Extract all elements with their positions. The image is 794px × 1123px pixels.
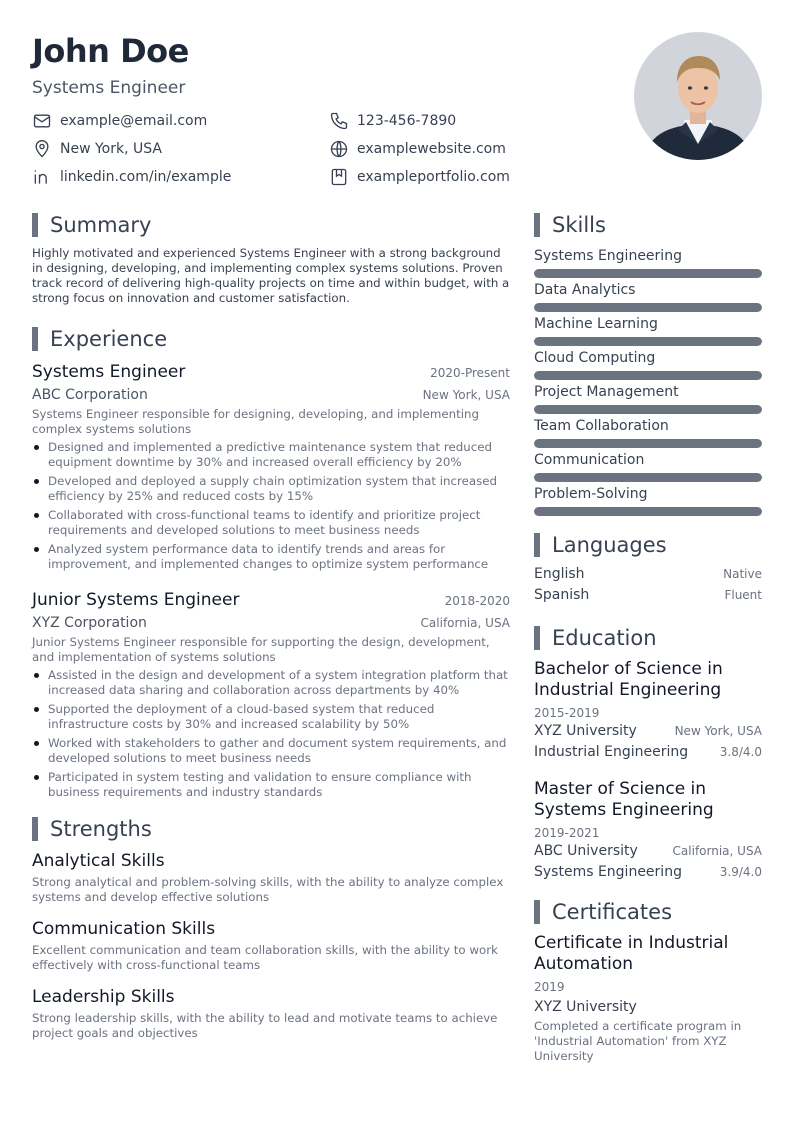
skill-level-bar <box>534 337 762 346</box>
linkedin-text: linkedin.com/in/example <box>60 169 232 185</box>
skill-level-bar <box>534 269 762 278</box>
strength-title: Communication Skills <box>32 919 216 939</box>
skill-name: Problem-Solving <box>534 486 648 502</box>
section-accent-bar <box>32 817 38 841</box>
job-title: Junior Systems Engineer <box>32 590 240 610</box>
contact-phone[interactable] <box>329 110 589 132</box>
certificates-heading <box>534 899 762 925</box>
left-column <box>32 212 510 1054</box>
strength-text: Excellent communication and team collaboration skills, with the ability to work effectively with cross-functional teams <box>32 943 498 972</box>
education-field: Industrial Engineering <box>534 744 689 760</box>
profile-photo <box>634 32 762 160</box>
summary-text: Highly motivated and experienced Systems Engineer with a strong background in designing, developing, and implementing complex systems solutions. Proven track record of delivering high-quality projects on time and within budget, with a strong focus on innovation and customer satisfaction. <box>32 246 510 305</box>
language-name: English <box>534 566 585 582</box>
phone-icon <box>329 111 349 131</box>
contact-list <box>32 110 592 188</box>
skill-level-fill <box>534 337 762 346</box>
languages-heading <box>534 532 762 558</box>
languages-heading-text: Languages <box>552 533 667 557</box>
language-name: Spanish <box>534 587 590 603</box>
education-item <box>534 779 762 885</box>
education-field: Systems Engineering <box>534 864 682 880</box>
website-text: examplewebsite.com <box>357 141 506 157</box>
skill-level-bar <box>534 303 762 312</box>
education-school: XYZ University <box>534 723 637 739</box>
phone-text: 123-456-7890 <box>357 113 457 129</box>
job-bullet: Collaborated with cross-functional teams to identify and prioritize project requirements and developed solutions to meet business needs <box>32 508 510 538</box>
skill-level-fill <box>534 303 762 312</box>
email-text: example@email.com <box>60 113 208 129</box>
job-description: Junior Systems Engineer responsible for supporting the design, development, and implementation of systems solutions <box>32 635 490 664</box>
skill-level-bar <box>534 405 762 414</box>
job-title: Systems Engineer <box>32 362 186 382</box>
contact-email[interactable] <box>32 110 329 132</box>
education-heading <box>534 625 762 651</box>
strength-item <box>32 918 510 973</box>
skills-list <box>534 246 762 516</box>
skill-level-bar <box>534 507 762 516</box>
education-location: California, USA <box>672 844 762 858</box>
skills-heading <box>534 212 762 238</box>
contact-location <box>32 138 329 160</box>
job-entry <box>32 360 510 572</box>
strength-title: Analytical Skills <box>32 851 165 871</box>
education-location: New York, USA <box>674 724 762 738</box>
skill-item <box>534 280 762 312</box>
certificate-issuer: XYZ University <box>534 999 637 1015</box>
skill-name: Project Management <box>534 384 679 400</box>
candidate-title: Systems Engineer <box>32 78 186 98</box>
skill-item <box>534 416 762 448</box>
skill-level-fill <box>534 473 762 482</box>
section-accent-bar <box>534 626 540 650</box>
globe-icon <box>329 139 349 159</box>
skill-level-fill <box>534 507 762 516</box>
strength-item <box>32 986 510 1041</box>
job-bullet: Designed and implemented a predictive maintenance system that reduced equipment downtime by 30% and increased overall efficiency by 20% <box>32 440 510 470</box>
contact-linkedin[interactable] <box>32 166 329 188</box>
education-item <box>534 659 762 765</box>
job-description: Systems Engineer responsible for designing, developing, and implementing complex systems solutions <box>32 407 479 436</box>
certificate-item <box>534 933 762 1064</box>
skill-item <box>534 484 762 516</box>
job-location: California, USA <box>420 616 510 630</box>
section-accent-bar <box>534 900 540 924</box>
job-bullet: Analyzed system performance data to identify trends and areas for improvement, and implemented changes to optimize system performance <box>32 542 510 572</box>
section-accent-bar <box>534 533 540 557</box>
strength-title: Leadership Skills <box>32 987 175 1007</box>
skill-level-fill <box>534 371 762 380</box>
experience-heading <box>32 326 510 352</box>
section-accent-bar <box>32 327 38 351</box>
job-location: New York, USA <box>422 388 510 402</box>
skill-level-bar <box>534 439 762 448</box>
section-accent-bar <box>534 213 540 237</box>
skill-name: Data Analytics <box>534 282 636 298</box>
job-entry <box>32 588 510 800</box>
skills-heading-text: Skills <box>552 213 606 237</box>
job-bullets <box>32 668 510 800</box>
resume-header <box>32 30 592 188</box>
language-level: Native <box>723 567 762 581</box>
skill-item <box>534 450 762 482</box>
location-pin-icon <box>32 139 52 159</box>
certificate-year: 2019 <box>534 980 565 994</box>
job-bullet: Worked with stakeholders to gather and document system requirements, and developed solutions to meet business needs <box>32 736 510 766</box>
candidate-name: John Doe <box>32 32 189 70</box>
skill-name: Communication <box>534 452 645 468</box>
contact-website[interactable] <box>329 138 589 160</box>
education-years: 2015-2019 <box>534 706 600 720</box>
skill-name: Machine Learning <box>534 316 658 332</box>
skill-item <box>534 382 762 414</box>
skill-item <box>534 348 762 380</box>
skill-item <box>534 314 762 346</box>
language-level: Fluent <box>724 588 762 602</box>
skill-level-fill <box>534 405 762 414</box>
skill-name: Systems Engineering <box>534 248 682 264</box>
language-item <box>534 566 762 587</box>
job-bullet: Supported the deployment of a cloud-based system that reduced infrastructure costs by 30% and increased scalability by 50% <box>32 702 510 732</box>
summary-heading <box>32 212 510 238</box>
education-heading-text: Education <box>552 626 657 650</box>
experience-heading-text: Experience <box>50 327 168 351</box>
certificates-heading-text: Certificates <box>552 900 673 924</box>
skill-item <box>534 246 762 278</box>
job-company: XYZ Corporation <box>32 615 147 631</box>
strengths-heading <box>32 816 510 842</box>
job-bullets <box>32 440 510 572</box>
education-school: ABC University <box>534 843 638 859</box>
job-company: ABC Corporation <box>32 387 148 403</box>
job-bullet: Participated in system testing and validation to ensure compliance with business requirements and industry standards <box>32 770 510 800</box>
portfolio-text: exampleportfolio.com <box>357 169 510 185</box>
skill-level-bar <box>534 371 762 380</box>
education-gpa: 3.9/4.0 <box>719 865 762 879</box>
job-bullet: Assisted in the design and development of a system integration platform that increased data sharing and collaboration across departments by 40% <box>32 668 510 698</box>
language-item <box>534 587 762 608</box>
contact-portfolio[interactable] <box>329 166 589 188</box>
strengths-heading-text: Strengths <box>50 817 152 841</box>
education-degree: Master of Science in Systems Engineering <box>534 779 714 820</box>
education-gpa: 3.8/4.0 <box>719 745 762 759</box>
summary-heading-text: Summary <box>50 213 152 237</box>
education-years: 2019-2021 <box>534 826 600 840</box>
certificate-title: Certificate in Industrial Automation <box>534 933 729 974</box>
linkedin-icon <box>32 167 52 187</box>
strength-item <box>32 850 510 905</box>
skill-name: Cloud Computing <box>534 350 656 366</box>
certificate-description: Completed a certificate program in 'Industrial Automation' from XYZ University <box>534 1019 742 1063</box>
bookmark-icon <box>329 167 349 187</box>
right-column <box>534 212 762 1064</box>
strength-text: Strong leadership skills, with the ability to lead and motivate teams to achieve project goals and objectives <box>32 1011 498 1040</box>
section-accent-bar <box>32 213 38 237</box>
skill-level-bar <box>534 473 762 482</box>
skill-level-fill <box>534 269 762 278</box>
skill-level-fill <box>534 439 762 448</box>
skill-name: Team Collaboration <box>534 418 669 434</box>
strength-text: Strong analytical and problem-solving skills, with the ability to analyze complex systems and develop effective solutions <box>32 875 504 904</box>
location-text: New York, USA <box>60 141 162 157</box>
job-dates: 2020-Present <box>430 366 510 380</box>
job-dates: 2018-2020 <box>444 594 510 608</box>
job-bullet: Developed and deployed a supply chain optimization system that increased efficiency by 25% and reduced costs by 15% <box>32 474 510 504</box>
mail-icon <box>32 111 52 131</box>
education-degree: Bachelor of Science in Industrial Engineering <box>534 659 723 700</box>
